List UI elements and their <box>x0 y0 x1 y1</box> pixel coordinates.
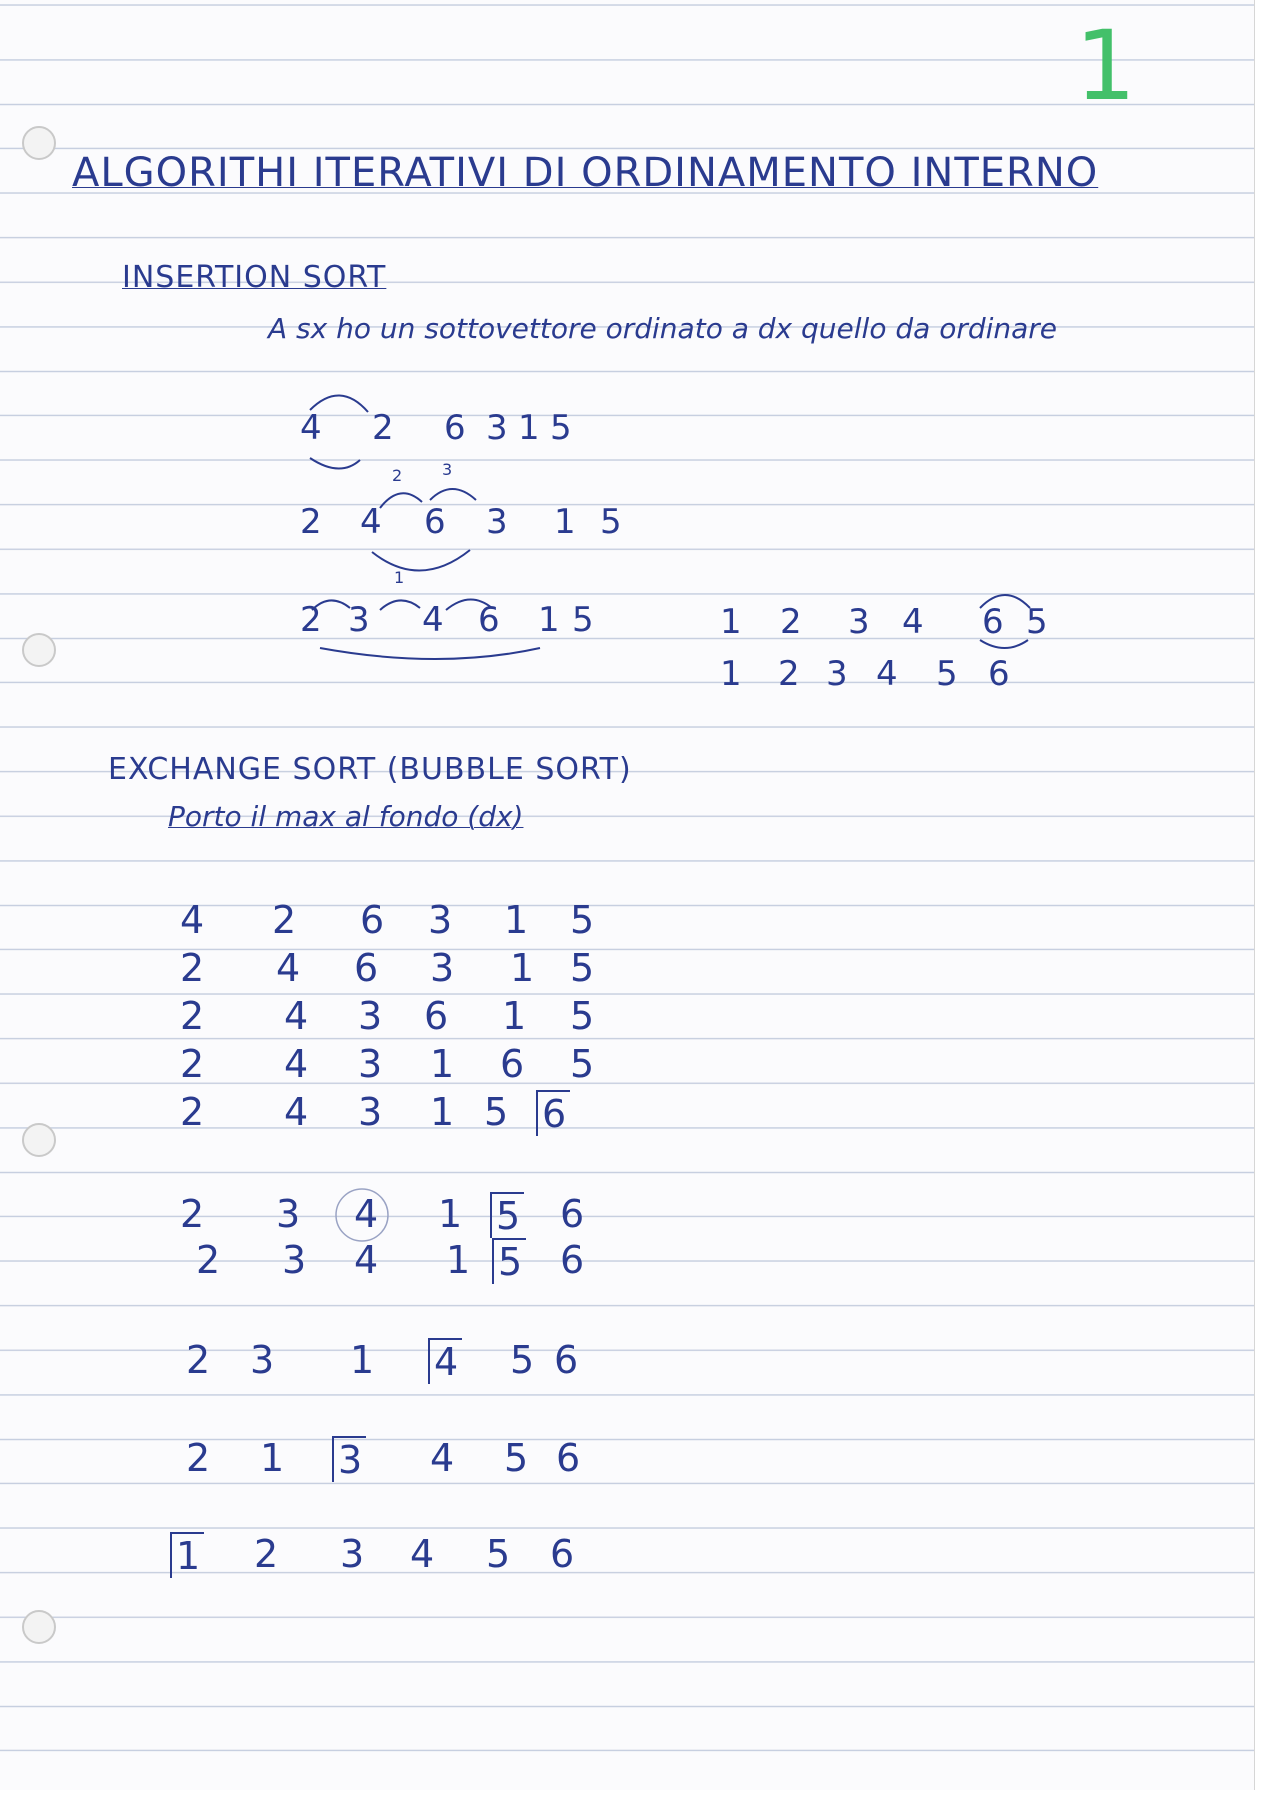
arc-label: 3 <box>442 460 453 479</box>
cell: 1 <box>260 1436 285 1480</box>
insertion-heading: INSERTION SORT <box>122 260 387 295</box>
cell: 5 <box>600 502 622 542</box>
cell: 2 <box>300 600 322 640</box>
cell: 4 <box>300 408 322 448</box>
cell: 3 <box>250 1338 275 1382</box>
cell: 5 <box>550 408 572 448</box>
cell: 3 <box>358 994 383 1038</box>
arc-label: 1 <box>394 568 405 587</box>
exchange-note: Porto il max al fondo (dx) <box>168 800 524 833</box>
cell: 1 <box>350 1338 375 1382</box>
circled-value-mark <box>336 1189 388 1241</box>
cell: 3 <box>430 946 455 990</box>
cell: 2 <box>300 502 322 542</box>
cell: 3 <box>486 502 508 542</box>
cell: 2 <box>180 1090 205 1134</box>
cell: 6 <box>556 1436 581 1480</box>
cell: 1 <box>720 654 742 694</box>
cell: 4 <box>284 1090 309 1134</box>
cell: 5 <box>936 654 958 694</box>
cell: 1 <box>510 946 535 990</box>
cell: 3 <box>848 602 870 642</box>
exchange-heading: EXCHANGE SORT (BUBBLE SORT) <box>108 752 632 787</box>
cell: 4 <box>354 1192 379 1236</box>
cell: 2 <box>196 1238 221 1282</box>
cell: 1 <box>430 1042 455 1086</box>
cell: 2 <box>186 1338 211 1382</box>
cell: 3 <box>348 600 370 640</box>
cell: 2 <box>372 408 394 448</box>
cell: 6 <box>424 994 449 1038</box>
cell: 2 <box>180 994 205 1038</box>
cell: 4 <box>276 946 301 990</box>
page-title: ALGORITHI ITERATIVI DI ORDINAMENTO INTERNO <box>72 150 1099 196</box>
cell: 5 <box>484 1090 509 1134</box>
cell: 1 <box>720 602 742 642</box>
cell: 1 <box>446 1238 471 1282</box>
sorted-boundary-cell: 1 <box>170 1532 204 1578</box>
cell: 5 <box>1026 602 1048 642</box>
cell: 5 <box>504 1436 529 1480</box>
cell: 6 <box>550 1532 575 1576</box>
cell: 2 <box>180 1192 205 1236</box>
page-number: 1 <box>1075 10 1137 122</box>
cell: 4 <box>410 1532 435 1576</box>
cell: 4 <box>876 654 898 694</box>
cell: 1 <box>518 408 540 448</box>
cell: 3 <box>282 1238 307 1282</box>
cell: 4 <box>430 1436 455 1480</box>
cell: 1 <box>538 600 560 640</box>
cell: 6 <box>478 600 500 640</box>
cell: 6 <box>554 1338 579 1382</box>
cell: 5 <box>572 600 594 640</box>
cell: 2 <box>180 1042 205 1086</box>
cell: 1 <box>504 898 529 942</box>
cell: 4 <box>360 502 382 542</box>
sorted-boundary-cell: 5 <box>492 1238 526 1284</box>
cell: 6 <box>988 654 1010 694</box>
cell: 5 <box>510 1338 535 1382</box>
cell: 6 <box>424 502 446 542</box>
binder-hole <box>22 1610 56 1644</box>
cell: 2 <box>778 654 800 694</box>
cell: 1 <box>554 502 576 542</box>
arc-label: 2 <box>392 466 403 485</box>
cell: 5 <box>486 1532 511 1576</box>
cell: 2 <box>254 1532 279 1576</box>
cell: 1 <box>502 994 527 1038</box>
sorted-boundary-cell: 3 <box>332 1436 366 1482</box>
cell: 3 <box>486 408 508 448</box>
cell: 6 <box>444 408 466 448</box>
cell: 3 <box>340 1532 365 1576</box>
sorted-boundary-cell: 6 <box>536 1090 570 1136</box>
cell: 5 <box>570 898 595 942</box>
cell: 5 <box>570 946 595 990</box>
cell: 6 <box>500 1042 525 1086</box>
cell: 6 <box>560 1192 585 1236</box>
cell: 6 <box>354 946 379 990</box>
cell: 3 <box>358 1090 383 1134</box>
cell: 2 <box>272 898 297 942</box>
cell: 6 <box>982 602 1004 642</box>
cell: 4 <box>422 600 444 640</box>
cell: 6 <box>360 898 385 942</box>
cell: 1 <box>438 1192 463 1236</box>
cell: 1 <box>430 1090 455 1134</box>
cell: 3 <box>358 1042 383 1086</box>
cell: 4 <box>284 1042 309 1086</box>
cell: 6 <box>560 1238 585 1282</box>
cell: 2 <box>186 1436 211 1480</box>
cell: 4 <box>902 602 924 642</box>
sorted-boundary-cell: 4 <box>428 1338 462 1384</box>
sorted-boundary-cell: 5 <box>490 1192 524 1238</box>
cell: 4 <box>180 898 205 942</box>
cell: 5 <box>570 1042 595 1086</box>
cell: 5 <box>570 994 595 1038</box>
cell: 2 <box>780 602 802 642</box>
cell: 3 <box>276 1192 301 1236</box>
cell: 2 <box>180 946 205 990</box>
cell: 4 <box>354 1238 379 1282</box>
cell: 3 <box>428 898 453 942</box>
cell: 3 <box>826 654 848 694</box>
insertion-note: A sx ho un sottovettore ordinato a dx quello da ordinare <box>268 312 1058 345</box>
cell: 4 <box>284 994 309 1038</box>
